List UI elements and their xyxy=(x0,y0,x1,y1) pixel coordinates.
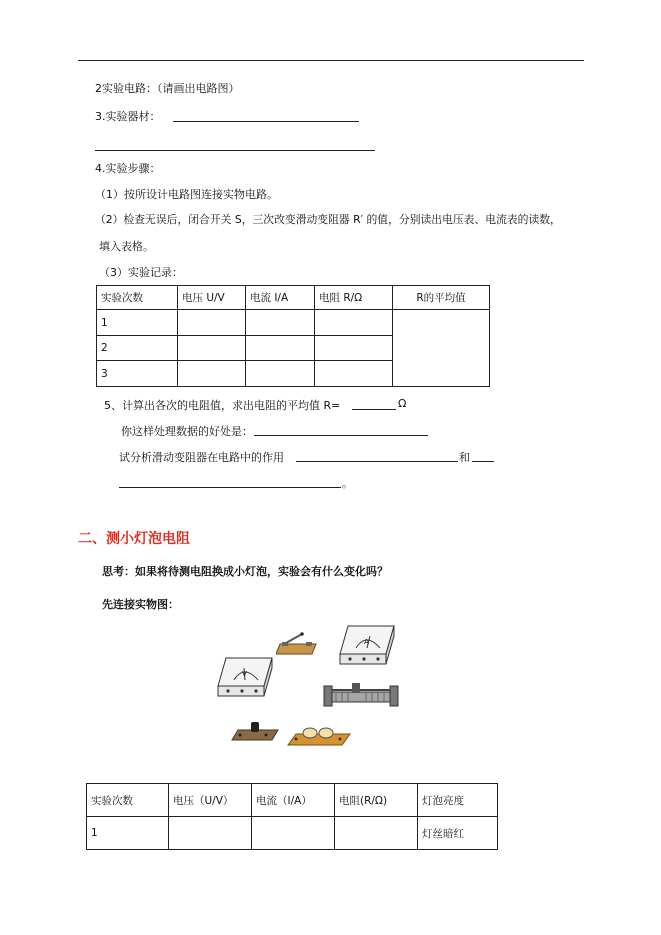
header-current: 电流（I/A） xyxy=(252,784,335,817)
and-word: 和 xyxy=(459,451,470,464)
calc-average: 5、计算出各次的电阻值，求出电阻的平均值 R= xyxy=(104,399,341,412)
cell-current[interactable] xyxy=(246,310,315,336)
bulb-table xyxy=(86,783,498,850)
rheostat-blank-2 xyxy=(472,461,494,462)
rheostat-question: 试分析滑动变阻器在电路中的作用 xyxy=(119,451,284,464)
equipment-heading: 3.实验器材： xyxy=(95,110,161,123)
rheostat-blank-1 xyxy=(296,461,458,462)
think-question: 思考：如果将待测电阻换成小灯泡，实验会有什么变化吗？ xyxy=(102,565,388,578)
cell-average[interactable] xyxy=(393,310,490,387)
voltmeter-icon xyxy=(214,656,276,698)
header-voltage: 电压（U/V） xyxy=(169,784,252,817)
row-number: 2 xyxy=(97,336,178,361)
cell-current[interactable] xyxy=(252,817,335,850)
average-blank xyxy=(352,409,396,410)
equipment-blank-2 xyxy=(95,150,375,151)
section-title: 二、测小灯泡电阻 xyxy=(78,531,190,547)
cell-resistance[interactable] xyxy=(315,336,393,361)
cell-brightness: 灯丝暗红 xyxy=(418,817,498,850)
step-1: （1）按所设计电路图连接实物电路。 xyxy=(95,188,278,201)
cell-voltage[interactable] xyxy=(178,361,246,387)
circuit-heading: 2实验电路：（请画出电路图） xyxy=(95,82,240,95)
header-resistance: 电阻 R/Ω xyxy=(315,286,393,310)
row-number: 1 xyxy=(97,310,178,336)
svg-text:V: V xyxy=(242,670,247,678)
row-number: 3 xyxy=(97,361,178,387)
steps-heading: 4.实验步骤： xyxy=(95,162,161,175)
header-average: R的平均值 xyxy=(393,286,490,310)
ammeter-icon xyxy=(336,624,398,666)
period-mark: 。 xyxy=(342,477,353,490)
cell-voltage[interactable] xyxy=(178,310,246,336)
header-rule xyxy=(78,60,584,61)
cell-current[interactable] xyxy=(246,336,315,361)
record-table xyxy=(96,285,490,387)
rheostat-icon xyxy=(322,680,400,710)
header-brightness: 灯泡亮度 xyxy=(418,784,498,817)
cell-current[interactable] xyxy=(246,361,315,387)
cell-voltage[interactable] xyxy=(178,336,246,361)
step-2: （2）检查无误后，闭合开关 S，三次改变滑动变阻器 R′ 的值，分别读出电压表、电流表的读数， xyxy=(95,213,561,226)
header-current: 电流 I/A xyxy=(246,286,315,310)
step-3: （3）实验记录： xyxy=(99,266,183,279)
equipment-blank-1 xyxy=(173,121,359,122)
header-trial: 实验次数 xyxy=(97,286,178,310)
battery-icon xyxy=(230,720,280,742)
bulb-socket-icon xyxy=(286,724,352,746)
benefit-question: 你这样处理数据的好处是： xyxy=(121,425,253,438)
cell-resistance[interactable] xyxy=(335,817,418,850)
step-2-cont: 填入表格。 xyxy=(99,240,154,253)
cell-resistance[interactable] xyxy=(315,310,393,336)
row-number: 1 xyxy=(87,817,169,850)
switch-icon xyxy=(276,632,320,656)
ohm-unit: Ω xyxy=(398,397,407,410)
header-trial: 实验次数 xyxy=(87,784,169,817)
cell-voltage[interactable] xyxy=(169,817,252,850)
benefit-blank xyxy=(254,435,428,436)
header-voltage: 电压 U/V xyxy=(178,286,246,310)
cell-resistance[interactable] xyxy=(315,361,393,387)
connect-heading: 先连接实物图： xyxy=(102,598,179,611)
svg-text:A: A xyxy=(364,638,369,646)
rheostat-blank-3 xyxy=(119,487,341,488)
header-resistance: 电阻(R/Ω) xyxy=(335,784,418,817)
